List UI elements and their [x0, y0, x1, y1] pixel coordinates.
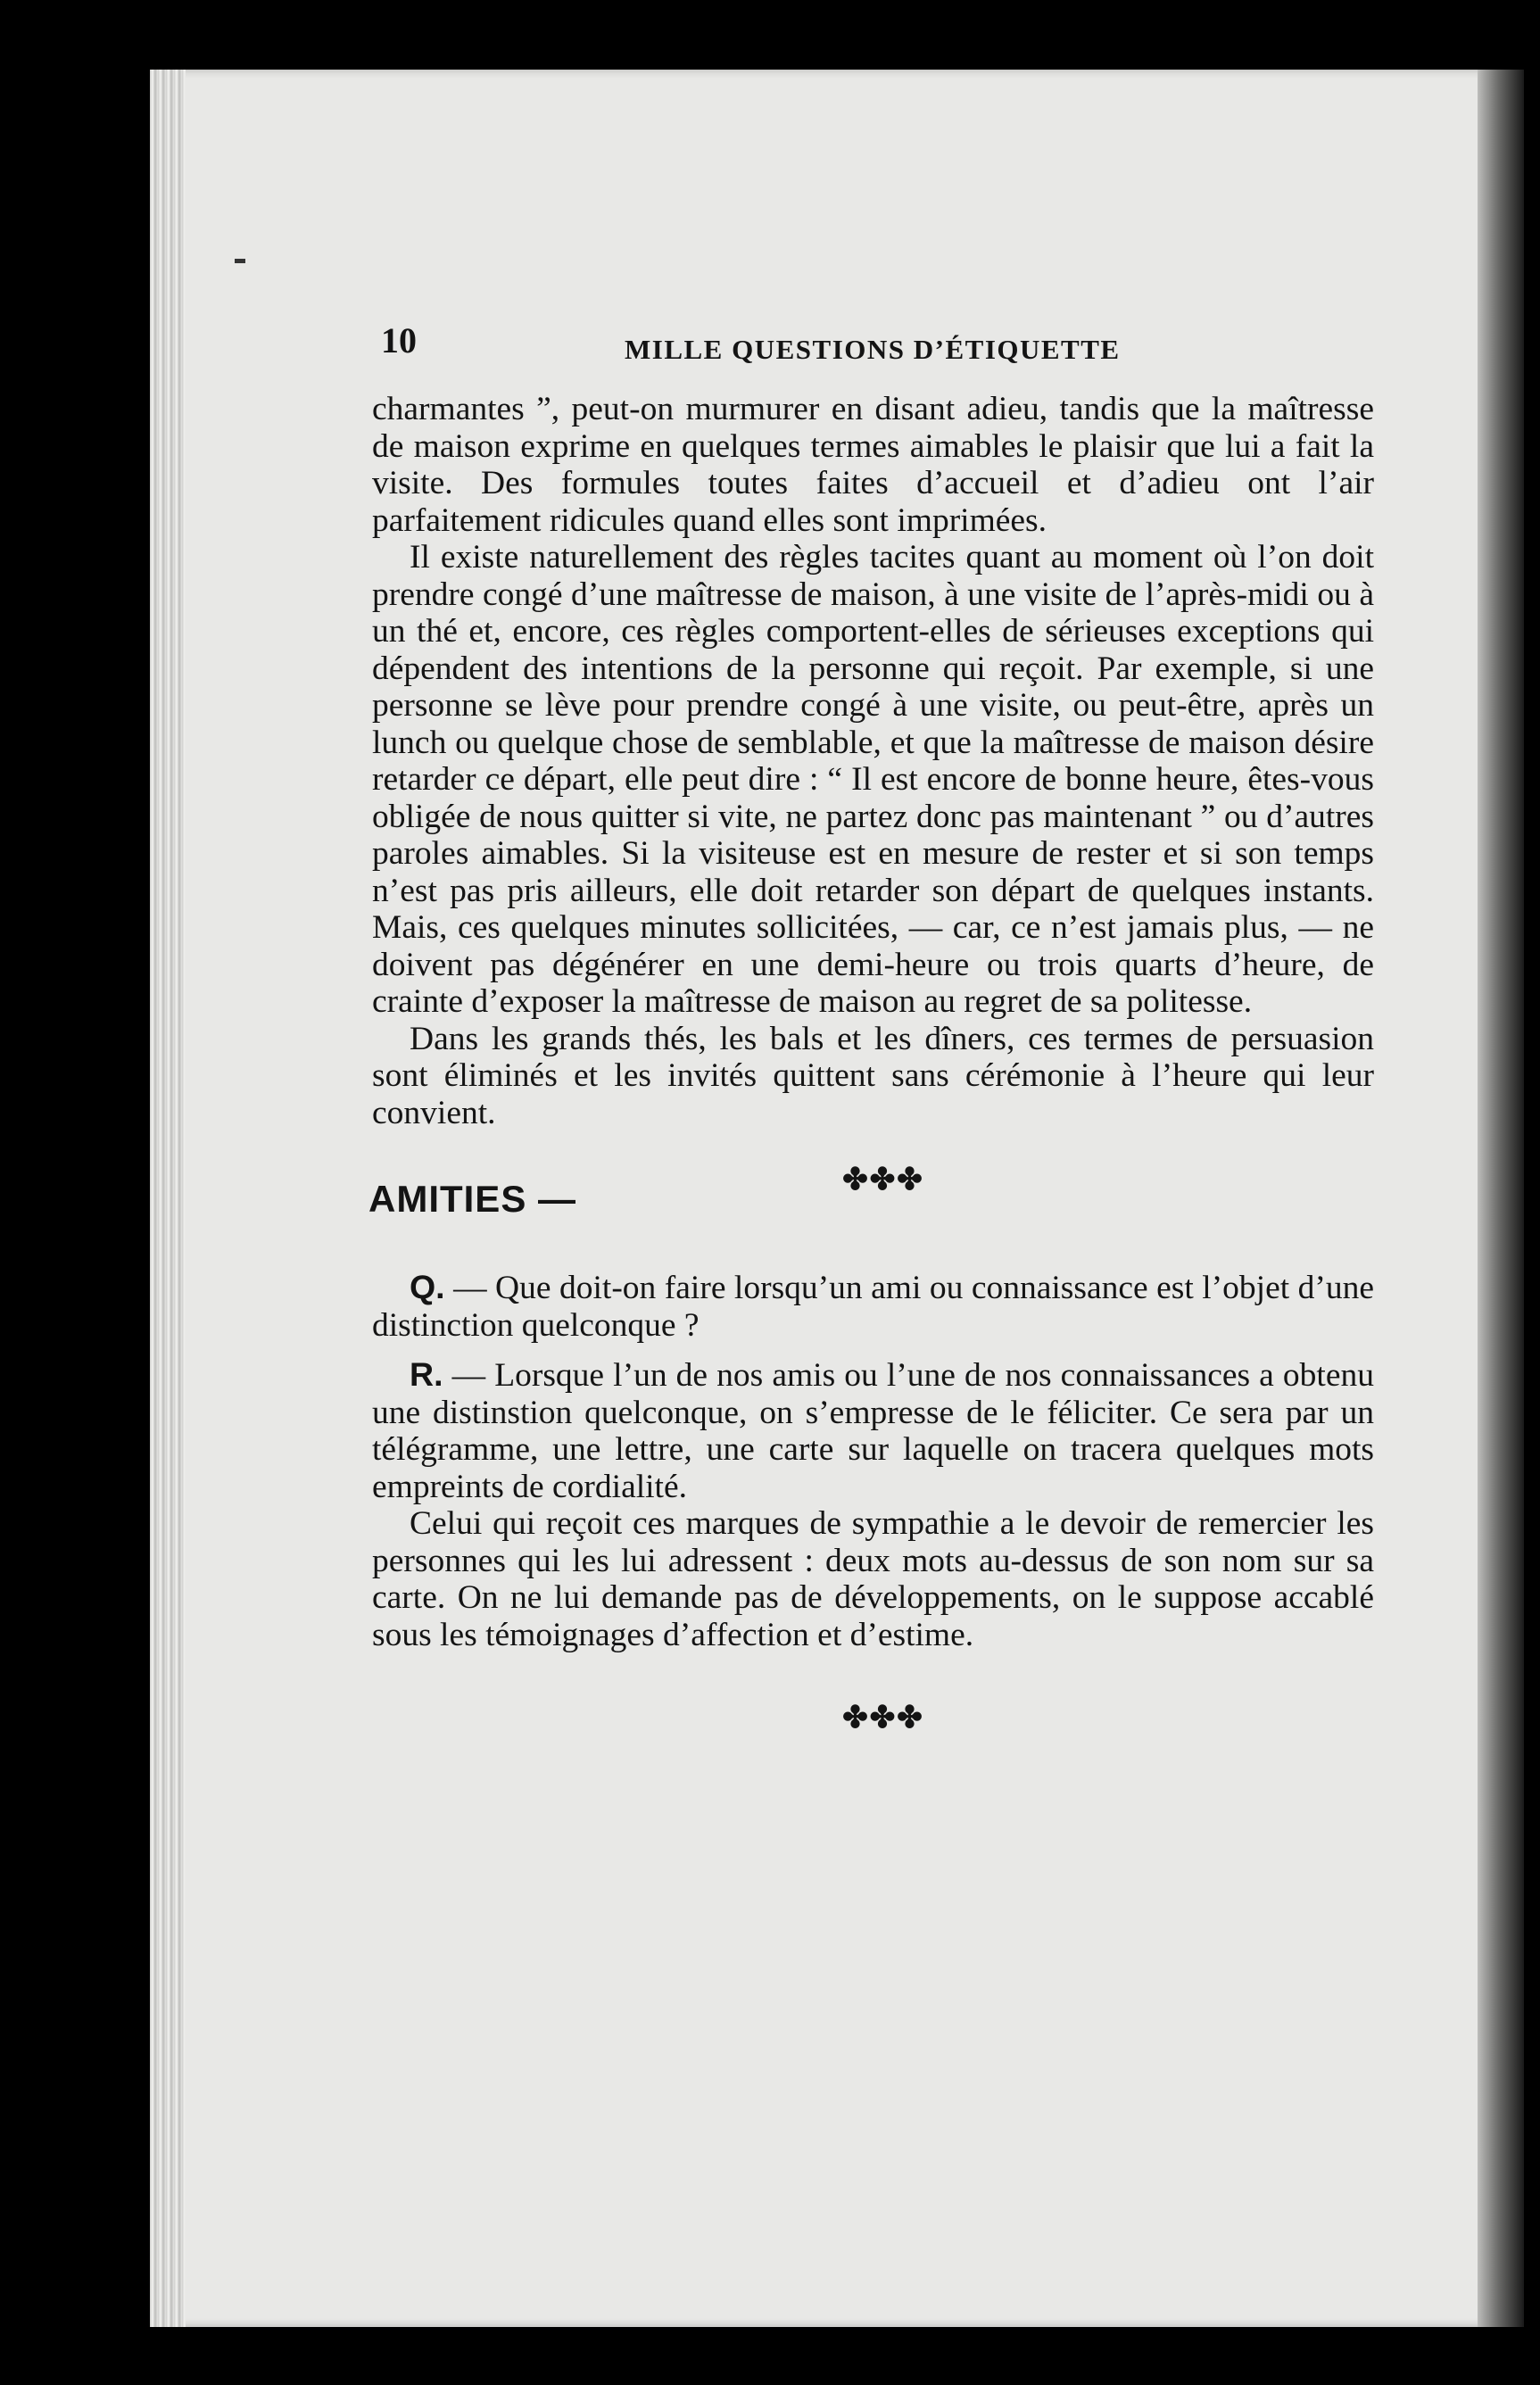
page-right-edge-shadow: [1478, 70, 1524, 2327]
answer-text: — Lorsque l’un de nos amis ou l’une de nos connaissances a obtenu une distinstion quelconque, on s’empresse de le féliciter. Ce sera par un télégramme, une lettre, une carte sur laquelle on tracera quelques mots empreints de cordialité.: [372, 1357, 1374, 1505]
paragraph-rules: Il existe naturellement des règles tacites quant au moment où l’on doit prendre congé d’une maîtresse de maison, à une visite de l’après-midi ou à un thé et, encore, ces règles comportent-elles de sérieuses exceptions qui dépendent des intentions de la personne qui reçoit. Par exemple, si une personne se lève pour prendre congé à une visite, ou peut-être, après un lunch ou quelque chose de semblable, et que la maîtresse de maison désire retarder ce départ, elle peut dire : “ Il est encore de bonne heure, êtes-vous obligée de nous quitter si vite, ne partez donc pas maintenant ” ou d’autres paroles aimables. Si la visiteuse est en mesure de rester et si son temps n’est pas pris ailleurs, elle doit retarder son départ de quelques instants. Mais, ces quelques minutes sollicitées, — car, ce n’est jamais plus, — ne doivent pas dégénérer en une demi-heure ou trois quarts d’heure, de crainte d’exposer la maîtresse de maison au regret de sa politesse.: [372, 539, 1374, 1020]
question-text: — Que doit-on faire lorsqu’un ami ou connaissance est l’objet d’une distinction quelconque ?: [372, 1270, 1374, 1344]
question-label: Q.: [410, 1268, 445, 1305]
qa-block: [219, 1269, 1414, 1653]
page-content: [219, 259, 1414, 1735]
running-title: MILLE QUESTIONS D’ÉTIQUETTE: [625, 334, 1121, 365]
running-header: [219, 259, 1414, 365]
paragraph-grand-thes: Dans les grands thés, les bals et les dîners, ces termes de persuasion sont éliminés et les invités quittent sans cérémonie à l’heure qui leur convient.: [372, 1020, 1374, 1131]
body-text: [219, 391, 1414, 1131]
answer-label: R.: [410, 1355, 443, 1393]
paragraph-continuation: charmantes ”, peut-on murmurer en disant adieu, tandis que la maîtresse de maison exprime en quelques termes aimables le plaisir que lui a fait la visite. Des formules toutes faites d’accueil et d’adieu ont l’air parfaitement ridicules quand elles sont imprimées.: [372, 391, 1374, 539]
page-number: 10: [381, 320, 417, 360]
section-ornament-top: ✤✤✤: [842, 1164, 924, 1197]
section-heading-amities: AMITIES —: [368, 1178, 577, 1220]
closing-paragraph: Celui qui reçoit ces marques de sympathie a le devoir de remercier les personnes qui les lui adressent : deux mots au-dessus de son nom sur sa carte. On ne lui demande pas de développements, on le suppose accablé sous les témoignages d’affection et d’estime.: [372, 1505, 1374, 1653]
answer-paragraph: [372, 1356, 1374, 1505]
question-paragraph: [372, 1269, 1374, 1344]
page-spine-edge: [150, 70, 186, 2327]
section-ornament-bottom: ✤✤✤: [842, 1702, 924, 1735]
